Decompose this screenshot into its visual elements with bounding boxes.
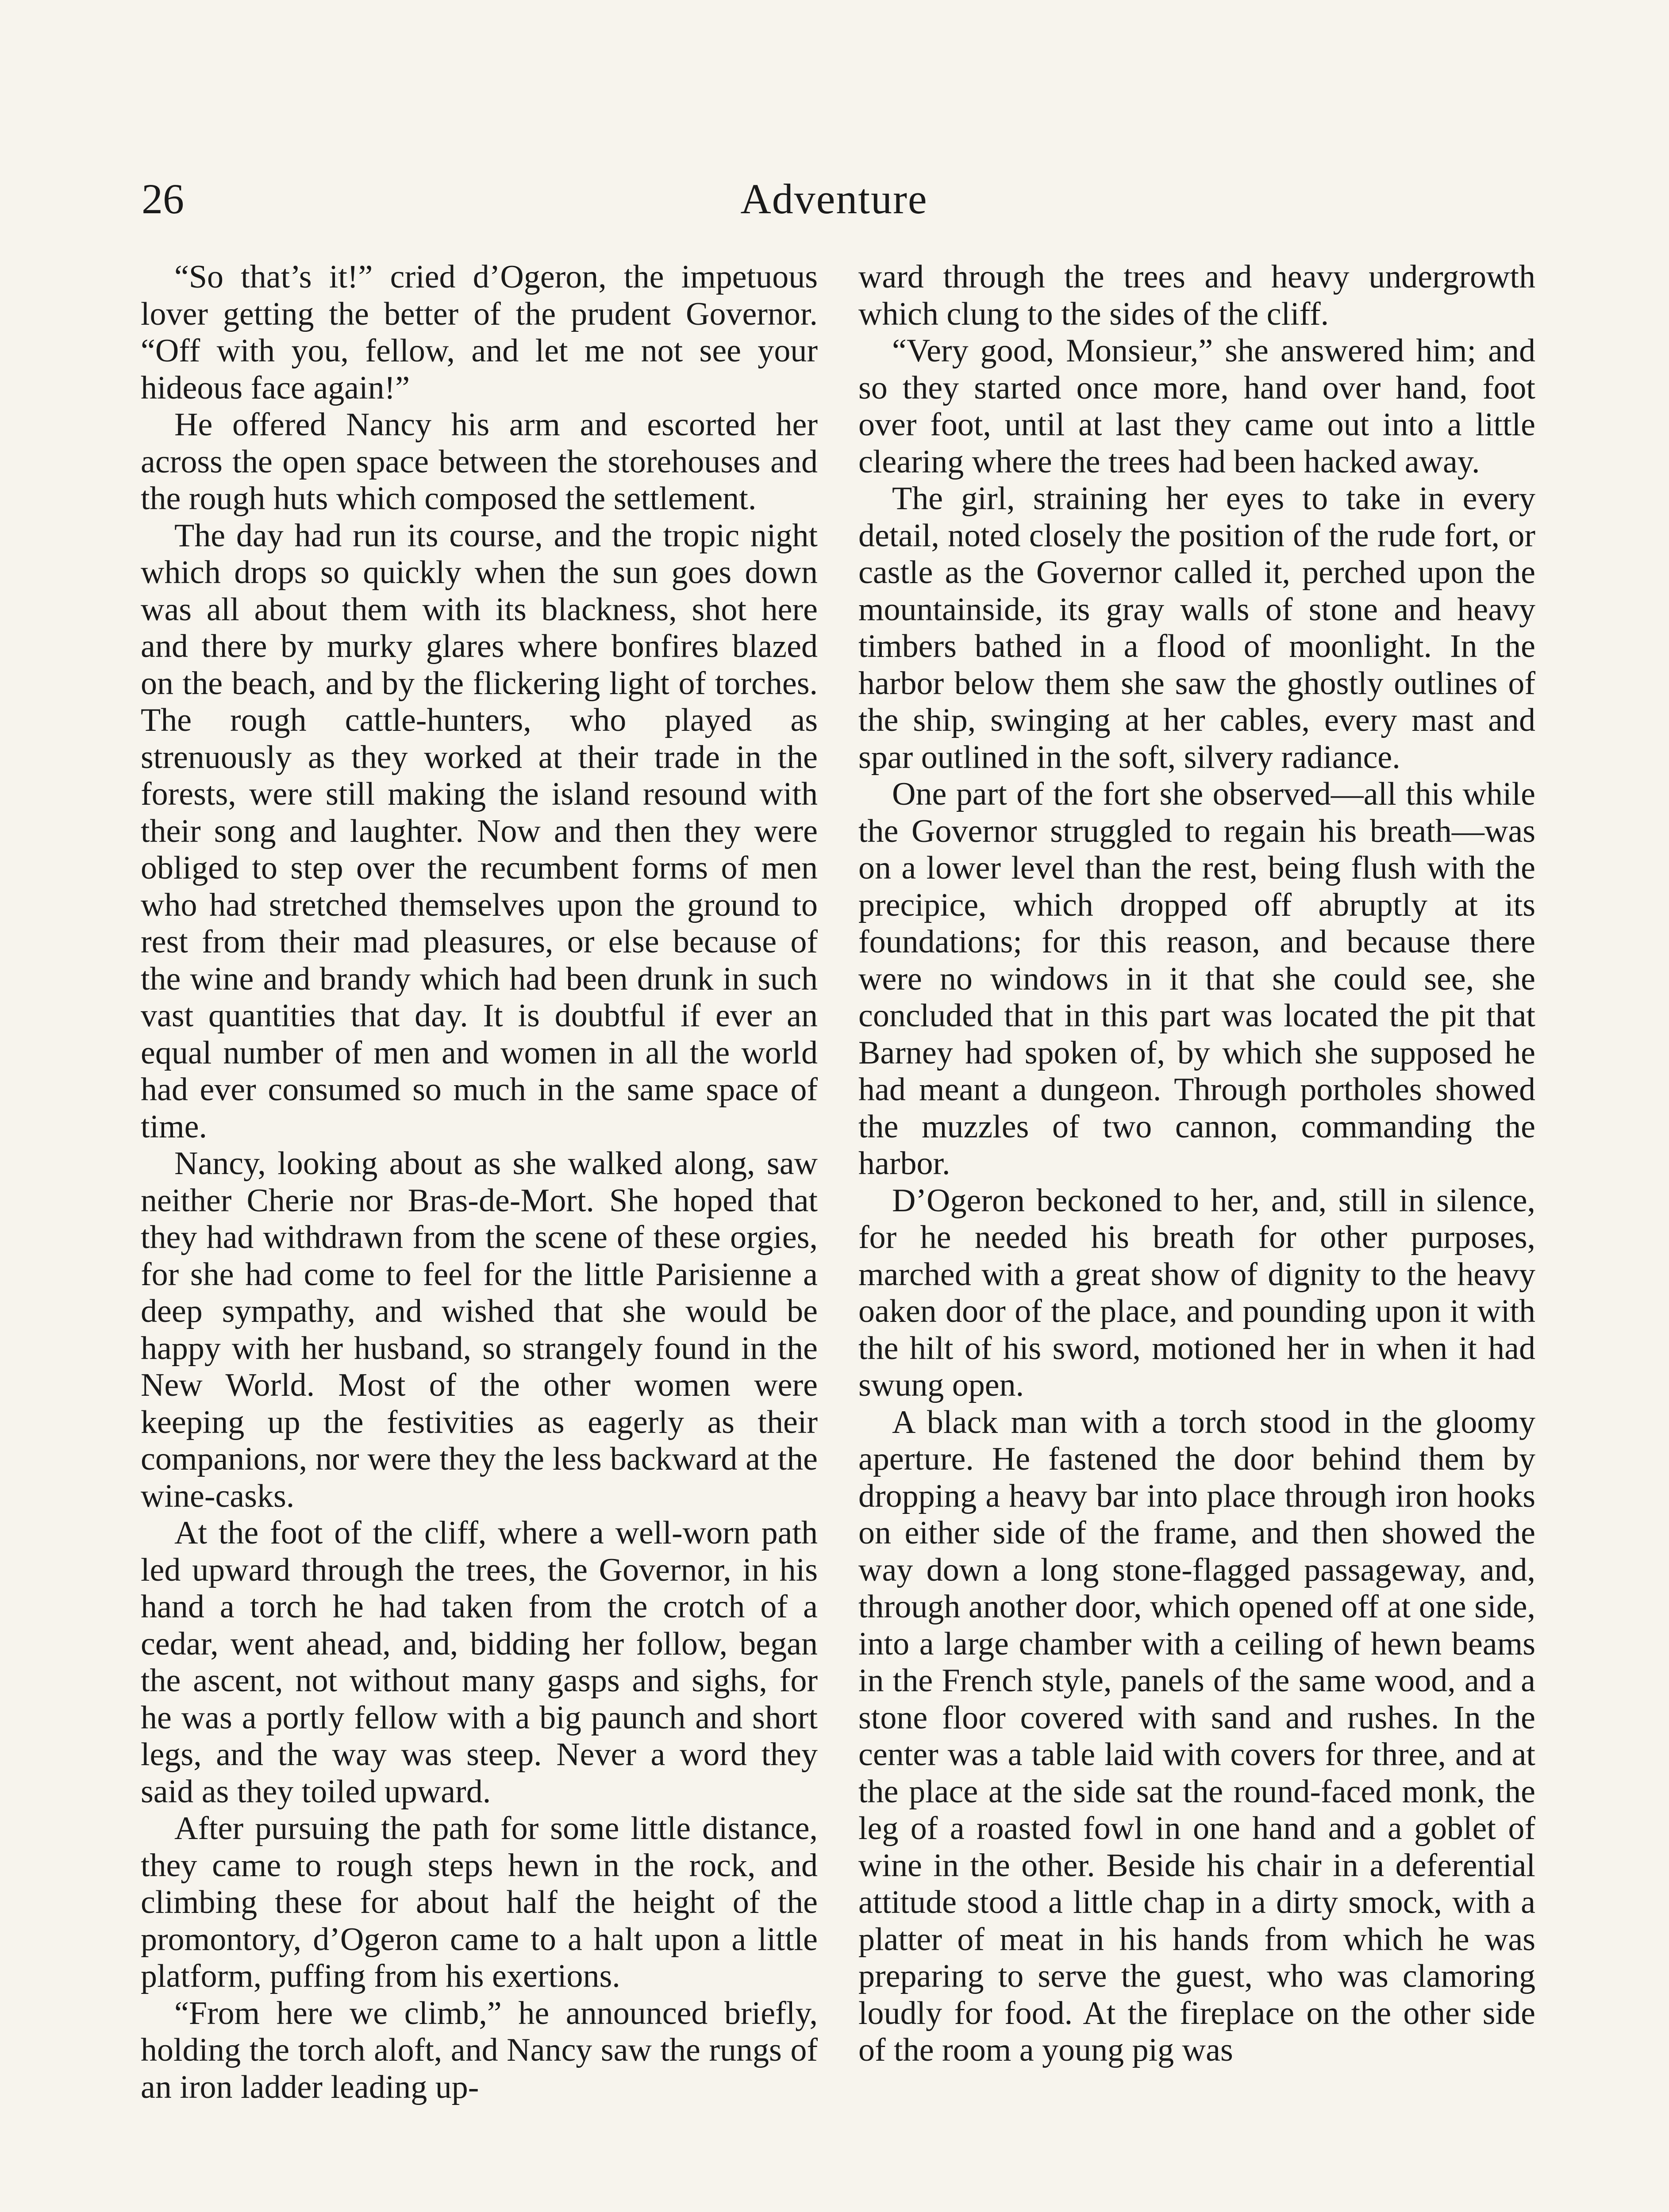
paragraph: D’Ogeron beckoned to her, and, still in silence, for he needed his breath for other purposes, marched with a great show of dignity to the heavy oaken door of the place, and pounding upon it with the hilt of his sword, motioned her in when it had swung open. <box>858 1182 1535 1403</box>
paragraph: The girl, straining her eyes to take in every detail, noted closely the position of the rude fort, or castle as the Governor called it, perched upon the mountainside, its gray walls of stone and heavy timbers bathed in a flood of moonlight. In the harbor below them she saw the ghostly outlines of the ship, swinging at her cables, every mast and spar outlined in the soft, silvery radiance. <box>858 480 1535 776</box>
paragraph: Nancy, looking about as she walked along, saw neither Cherie nor Bras-de-Mort. She hoped that they had withdrawn from the scene of these orgies, for she had come to feel for the little Parisienne a deep sympathy, and wished that she would be happy with her husband, so strangely found in the New World. Most of the other women were keeping up the festivities as eagerly as their companions, nor were they the less backward at the wine-casks. <box>141 1145 818 1514</box>
paragraph: He offered Nancy his arm and escorted her across the open space between the storehouses and the rough huts which composed the settlement. <box>141 407 818 517</box>
paragraph: “From here we climb,” he announced briefly, holding the torch aloft, and Nancy saw the rungs of an iron ladder leading up- <box>141 1995 818 2105</box>
page-number: 26 <box>142 175 184 223</box>
right-text-column <box>858 259 1535 2069</box>
magazine-title: Adventure <box>740 175 928 223</box>
paragraph: “Very good, Monsieur,” she answered him; and so they started once more, hand over hand, foot over foot, until at last they came out into a little clearing where the trees had been hacked away. <box>858 333 1535 480</box>
paragraph: The day had run its course, and the tropic night which drops so quickly when the sun goes down was all about them with its blackness, shot here and there by murky glares where bonfires blazed on the beach, and by the flickering light of torches. The rough cattle-hunters, who played as strenuously as they worked at their trade in the forests, were still making the island resound with their song and laughter. Now and then they were obliged to step over the recumbent forms of men who had stretched themselves upon the ground to rest from their mad pleasures, or else because of the wine and brandy which had been drunk in such vast quantities that day. It is doubtful if ever an equal number of men and women in all the world had ever consumed so much in the same space of time. <box>141 517 818 1145</box>
page-header <box>142 168 1527 230</box>
paragraph: After pursuing the path for some little distance, they came to rough steps hewn in the rock, and climbing these for about half the height of the promontory, d’Ogeron came to a halt upon a little platform, puffing from his exertions. <box>141 1810 818 1994</box>
paragraph-continuation: ward through the trees and heavy undergrowth which clung to the sides of the cliff. <box>858 259 1535 332</box>
paragraph: At the foot of the cliff, where a well-worn path led upward through the trees, the Governor, in his hand a torch he had taken from the crotch of a cedar, went ahead, and, bidding her follow, began the ascent, not without many gasps and sighs, for he was a portly fellow with a big paunch and short legs, and the way was steep. Never a word they said as they toiled upward. <box>141 1515 818 1810</box>
paragraph: A black man with a torch stood in the gloomy aperture. He fastened the door behind them by dropping a heavy bar into place through iron hooks on either side of the frame, and then showed the way down a long stone-flagged passageway, and, through another door, which opened off at one side, into a large chamber with a ceiling of hewn beams in the French style, panels of the same wood, and a stone floor covered with sand and rushes. In the center was a table laid with covers for three, and at the place at the side sat the round-faced monk, the leg of a roasted fowl in one hand and a goblet of wine in the other. Beside his chair in a deferential attitude stood a little chap in a dirty smock, with a platter of meat in his hands from which he was preparing to serve the guest, who was clamoring loudly for food. At the fireplace on the other side of the room a young pig was <box>858 1404 1535 2068</box>
left-text-column <box>141 259 818 2106</box>
paragraph: One part of the fort she observed—all this while the Governor struggled to regain his breath—was on a lower level than the rest, being flush with the precipice, which dropped off abruptly at its foundations; for this reason, and because there were no windows in it that she could see, she concluded that in this part was located the pit that Barney had spoken of, by which she supposed he had meant a dungeon. Through portholes showed the muzzles of two cannon, commanding the harbor. <box>858 776 1535 1182</box>
paragraph: “So that’s it!” cried d’Ogeron, the impetuous lover getting the better of the prudent Governor. “Off with you, fellow, and let me not see your hideous face again!” <box>141 259 818 406</box>
